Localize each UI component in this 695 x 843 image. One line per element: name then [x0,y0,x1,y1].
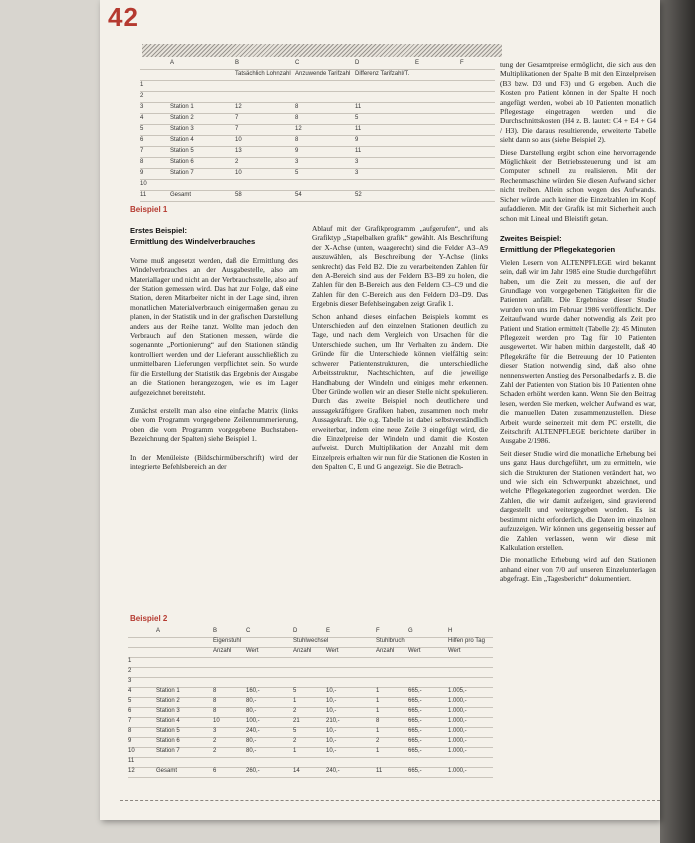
table-cell: 1 [376,708,380,714]
table-cell: 6 [128,708,132,714]
table-cell: Hilfen pro Tag [448,638,485,644]
table-cell: Station 1 [156,688,180,694]
table-row [128,728,493,738]
table-row [128,698,493,708]
table-cell: Gesamt [156,768,178,774]
table-cell: 10,- [326,688,337,694]
table-cell: 11 [355,148,362,154]
table-cell: G [408,628,413,634]
table-cell: 1.000,- [448,738,467,744]
table-row [128,758,493,768]
page-number: 42 [108,2,139,32]
table-cell: F [460,60,464,66]
table-cell: Wert [448,648,461,654]
table-cell: D [355,60,360,66]
table-cell: 665,- [408,748,422,754]
table-cell: C [246,628,251,634]
table-cell: 5 [293,728,297,734]
table-cell: 1 [140,82,144,88]
table-cell: 8 [140,159,144,165]
page-divider [120,800,660,801]
example2-table [128,628,493,778]
table-cell: 9 [355,137,359,143]
table-cell: Differenz Tarifzahl/T. [355,71,410,77]
table-cell: 11 [355,126,362,132]
table-cell: 1.005,- [448,688,467,694]
table-cell: 14 [293,768,300,774]
table-cell: B [235,60,240,66]
table-cell: 8 [128,728,132,734]
table-row [140,93,495,103]
table-cell: 54 [295,192,302,198]
table-cell: Station 3 [156,708,180,714]
example1-label: Beispiel 1 [130,205,168,214]
paragraph: Vielen Lesern von ALTENPFLEGE wird bekannt sein, daß wir im Jahr 1985 eine Studie durchgeführt haben, um die Zeit zu messen, die auf der Grundlage von vorgegebenen Tätigkeiten für die Patienten anfällt. Die Ergebnisse dieser Studie wurden von uns im Februar 1986 veröffentlicht. Der Zeitaufwand wurde daher notwendig als Zeit pro Patient und Station ermittelt (Tabelle 2): 45 Minuten Pflegezeit werden pro Tag für 10 Patienten ausgewertet. Wir haben mithin dargestellt, daß 40 Pflegekräfte für die Betreuung der 10 Patienten dieser Station notwendig sind, daß also ohne nennenswerten Anstieg des Personalbedarfs z. B. die Zahl der Patienten von Station bis 10 Patienten ohne Schaden erhöht werden kann. Wenn Sie den Beitrag lesen, werden Sie merken, welcher Aufwand es war, die manuellen Daten zusammenzustellen. Diese Arbeit wurde seinerzeit mit dem PC erstellt, die Zeitschrift ALTENPFLEGE berichtete darüber in Ausgabe 2/1986. [500,257,656,446]
table-cell: 260,- [246,768,260,774]
paragraph: Die monatliche Erhebung wird auf den Stationen anhand einer von 7/0 auf unseren Einzelunterlagen abgefragt. Ein „Tagesbericht“ dokumentiert. [500,555,656,584]
table-cell: 12 [295,126,302,132]
table-row [128,638,493,648]
table-cell: E [415,60,420,66]
table-cell: 80,- [246,748,257,754]
text-column-1 [130,224,298,471]
table-cell: 2 [128,668,132,674]
paragraph: Schon anhand dieses einfachen Beispiels kommt es Unterschieden auf den einzelnen Stationen deutlich zu Tage, und nach dem Vergleich von Ursachen für die Unterschiede suchen, um Ihr Verhalten zu ändern. Die Gründe für die Unterschiede können vielfältig sein: schwerer Patientenstrukturen, die unterschiedliche Arbeitsstruktur, Nachtschichten, auf die jeweilige Handhabung der Windeln und einiges mehr erkennen. Über Gründe wollen wir an dieser Stelle nicht spekulieren. Durch das zweite Beispiel noch deutlichere und aussagekräftigere Grafiken haben, zusammen noch mehr Aussagekraft. Die o.g. Tabelle ist dabei selbstverständlich erweiterbar, indem eine neue Zeile 3 eingefügt wird, die die Einzelpreise der Windeln und damit die Kosten aufweist. Durch Multiplikation der Anzahl mit dem Einzelpreis erhalten wir nun für die Stationen die Kosten in den Spalten C, E und G angezeigt. Sie die Betrach- [312,311,488,472]
table-cell: 2 [376,738,380,744]
table-cell: 240,- [246,728,260,734]
table-cell: 8 [295,137,299,143]
table-cell: 3 [355,159,359,165]
table-row [140,192,495,202]
table-cell: 9 [140,170,144,176]
table-cell: 80,- [246,738,257,744]
table-cell: Station 7 [170,170,194,176]
table-cell: 6 [213,768,217,774]
table-cell: Wert [246,648,259,654]
table-cell: Anzahl [293,648,312,654]
table-cell: D [293,628,298,634]
table-cell: 8 [295,104,299,110]
table-cell: H [448,628,453,634]
table-cell: 9 [128,738,132,744]
table-cell: 3 [213,728,217,734]
table-cell: 3 [140,104,144,110]
table-cell: 10 [213,718,220,724]
table-cell: 10 [235,137,242,143]
table-cell: 1.000,- [448,698,467,704]
table-cell: 21 [293,718,300,724]
table-cell: Station 5 [156,728,180,734]
table-cell: 2 [213,738,217,744]
table-cell: 1 [293,748,297,754]
table-cell: C [295,60,300,66]
table-row [140,148,495,158]
table-row [128,648,493,658]
table-cell: 665,- [408,738,422,744]
table-cell: 210,- [326,718,340,724]
table-row [128,668,493,678]
table-cell: Eigenstuhl [213,638,242,644]
table-cell: 7 [140,148,144,154]
table-cell: 10,- [326,728,337,734]
table-cell: 1 [293,698,297,704]
example1-table [140,60,495,200]
table-cell: 11 [355,104,362,110]
table-cell: 7 [235,115,239,121]
section-subheading: Ermittlung der Pflegekategorien [500,245,616,255]
table-cell: 10,- [326,698,337,704]
section-heading: Erstes Beispiel: [130,226,187,235]
table-cell: 1.000,- [448,718,467,724]
table-cell: 1.000,- [448,748,467,754]
paragraph: Ablauf mit der Grafikprogramm „aufgerufen“, und als Grafiktyp „Stapelbalken grafik“ gewählt. Als Beschriftung der X-Achse (unten, waagerecht) sind die Felder A3–A9 auszuwählen, als Beschreibung der Y-Achse (links senkrecht) das Feld B2. Die zu verarbeitenden Zahlen für den A-Bereich sind aus der Feldern B3–B9 zu holen, die Zahlen für den B-Bereich aus den Feldern C3–C9 und die Zahlen für den C-Bereich aus den Feldern D3–D9. Das Ergebnis dieser Befehlseingaben zeigt Grafik 1. [312,224,488,309]
table-cell: 240,- [326,768,340,774]
table-cell: 10,- [326,748,337,754]
table-cell: 8 [376,718,380,724]
table-row [128,718,493,728]
table-cell: 10,- [326,738,337,744]
table-cell: 5 [140,126,144,132]
table-row [140,104,495,114]
table-cell: 665,- [408,688,422,694]
table-cell: 100,- [246,718,260,724]
table-row [140,60,495,70]
section-heading: Zweites Beispiel: [500,233,562,243]
table-cell: 10 [140,181,147,187]
table-cell: Anzahl [213,648,232,654]
table-cell: Station 2 [170,115,194,121]
table-cell: Station 6 [156,738,180,744]
table-cell: 2 [293,708,297,714]
table-row [128,658,493,668]
table-cell: Station 1 [170,104,194,110]
paragraph: Vorne muß angesetzt werden, daß die Ermittlung des Windelverbrauches an der Ausgabestelle, also am Materiallager und nicht an der Verbrauchsstelle, also auf der Station gemessen wird. Das hat zur Folge, daß eine Station, deren Mitarbeiter nicht in der Lage sind, ihren monatlichen Materialverbrauch einigermaßen genau zu planen, in der Statistik und in der grafischen Darstellung anders aus der Reihe tanzt. Wollte man jedoch den Verbrauch auf den Stationen messen, würde die sogenannte „Portionierung“ auf den Stationen ständig kontrolliert werden und der Lieferant ausschließlich zu unmittelbaren Lieferungen verpflichtet sein. So wurde für die Erstellung der Statistik das Ergebnis der Ausgabe an die Stationen herangezogen, wie es im Lager aufgezeichnet bereitsteht. [130,255,298,397]
table-cell: Station 6 [170,159,194,165]
paragraph: Diese Darstellung ergibt schon eine hervorragende Möglichkeit der Betriebssteuerung und ist am Computer schnell zu realisieren. Mit der Rechenmaschine würden Sie diesen Aufwand sicher nicht treiben. Allein schon wegen des Aufwands. Sicher würde auch keiner die Einzelzahlen im Kopf aufaddieren. Mit der Grafik ist mit Sicherheit auch schon mit Lineal und Bleistift getan. [500,147,656,223]
table-cell: 1 [376,698,380,704]
table-cell: 665,- [408,718,422,724]
section-subheading: Ermittlung des Windelverbrauches [130,237,256,247]
text-column-2 [312,224,488,472]
table-cell: 5 [128,698,132,704]
paragraph: In der Menüleiste (Bildschirmüberschrift) wird der integrierte Befehlsbereich an der [130,452,298,471]
table-cell: Stuhlbruch [376,638,405,644]
table-cell: A [156,628,161,634]
table-cell: 5 [293,688,297,694]
table-cell: 1.000,- [448,768,467,774]
table-cell: 665,- [408,698,422,704]
text-column-3 [500,60,656,584]
table-cell: 80,- [246,708,257,714]
paragraph: tung der Gesamtpreise ermöglicht, die sich aus den Multiplikationen der Spalte B mit den Einzelpreisen (B3 bzw. D3 und F3) und G ergeben. Auch die Kosten pro Patient können in der Spalte H noch angefügt werden, wobei ab 10 Patienten monatlich Pflegestage eingetragen werden und die Durchschnittskosten (H4 z. B. lautet: C4 + E4 + G4 / H3). Die daraus resultierende, erweiterte Tabelle sieht dann so aus (siehe Beispiel 2). [500,60,656,145]
paragraph: Seit dieser Studie wird die monatliche Erhebung bei uns ganz Haus durchgeführt, um zu ermitteln, wie sich die Strukturen der Stationen verändert hat, wo und wie sich ein Schwerpunkt abzeichnet, und welche Pflegekategorien zugeordnet werden. Die Zahlen, die wir damit aufzeigen, sind gravierend dargestellt und weitergegeben worden. Es ist bestimmt nicht erforderlich, die Daten im einzelnen aufzuzeigen. Wir können uns gegenseitig besser auf die Zahlen verlassen, wenn wir diese mit Kalkulation erstellen. [500,448,656,552]
table-cell: 80,- [246,698,257,704]
table-cell: 2 [293,738,297,744]
table-cell: Station 5 [170,148,194,154]
table-row [128,708,493,718]
table-cell: 8 [213,698,217,704]
table-row [128,628,493,638]
table-cell: 2 [213,748,217,754]
table-cell: 11 [140,192,147,198]
table-cell: 3 [128,678,132,684]
table-cell: 11 [376,768,383,774]
table-row [140,126,495,136]
table-cell: 8 [213,708,217,714]
table-cell: Gesamt [170,192,192,198]
table-cell: 1.000,- [448,728,467,734]
table-cell: 6 [140,137,144,143]
table-cell: 665,- [408,768,422,774]
table-row [140,115,495,125]
table-row [128,768,493,778]
table-row [128,678,493,688]
table-cell: Station 2 [156,698,180,704]
table-cell: 13 [235,148,242,154]
table-cell: 1.000,- [448,708,467,714]
table-cell: 2 [235,159,239,165]
table-cell: 7 [128,718,132,724]
table-cell: 10,- [326,708,337,714]
table-hatch-header [142,44,502,57]
table-cell: 8 [295,115,299,121]
table-cell: 10 [235,170,242,176]
book-spine-shadow [660,0,695,843]
table-row [140,137,495,147]
table-cell: 3 [295,159,299,165]
table-cell: 8 [213,688,217,694]
table-cell: Station 7 [156,748,180,754]
table-cell: 665,- [408,728,422,734]
table-row [140,71,495,81]
table-cell: 1 [376,748,380,754]
table-cell: Anzahl [376,648,395,654]
table-cell: Station 4 [170,137,194,143]
table-cell: E [326,628,331,634]
table-cell: A [170,60,175,66]
table-cell: 12 [128,768,135,774]
paragraph: Zunächst erstellt man also eine einfache Matrix (links die vom Programm vorgegebene Zeilennummerierung, oben die vom Programm vorgegebene Buchstaben-Bezeichnung der Spalten) siehe Beispiel 1. [130,405,298,444]
table-cell: Wert [326,648,339,654]
table-cell: 160,- [246,688,260,694]
table-cell: F [376,628,380,634]
table-row [140,159,495,169]
table-cell: 7 [235,126,239,132]
table-row [140,82,495,92]
table-cell: 10 [128,748,135,754]
table-cell: 9 [295,148,299,154]
table-cell: 4 [140,115,144,121]
table-cell: 1 [128,658,132,664]
table-cell: 1 [376,688,380,694]
table-cell: 58 [235,192,242,198]
table-cell: Station 3 [170,126,194,132]
table-cell: Stuhlwechsel [293,638,329,644]
table-row [128,738,493,748]
table-cell: Anzuwende Tarifzahl [295,71,351,77]
table-cell: 1 [376,728,380,734]
table-row [140,170,495,180]
table-cell: Tatsächlich Lohnzahl [235,71,291,77]
table-cell: 2 [140,93,144,99]
table-cell: 3 [355,170,359,176]
table-cell: 4 [128,688,132,694]
table-row [128,748,493,758]
table-row [140,181,495,191]
table-cell: Station 4 [156,718,180,724]
table-cell: 665,- [408,708,422,714]
table-cell: 52 [355,192,362,198]
table-cell: B [213,628,218,634]
table-cell: 12 [235,104,242,110]
table-cell: Wert [408,648,421,654]
table-cell: 5 [355,115,359,121]
example2-label: Beispiel 2 [130,614,168,623]
table-cell: 11 [128,758,135,764]
table-row [128,688,493,698]
table-cell: 5 [295,170,299,176]
